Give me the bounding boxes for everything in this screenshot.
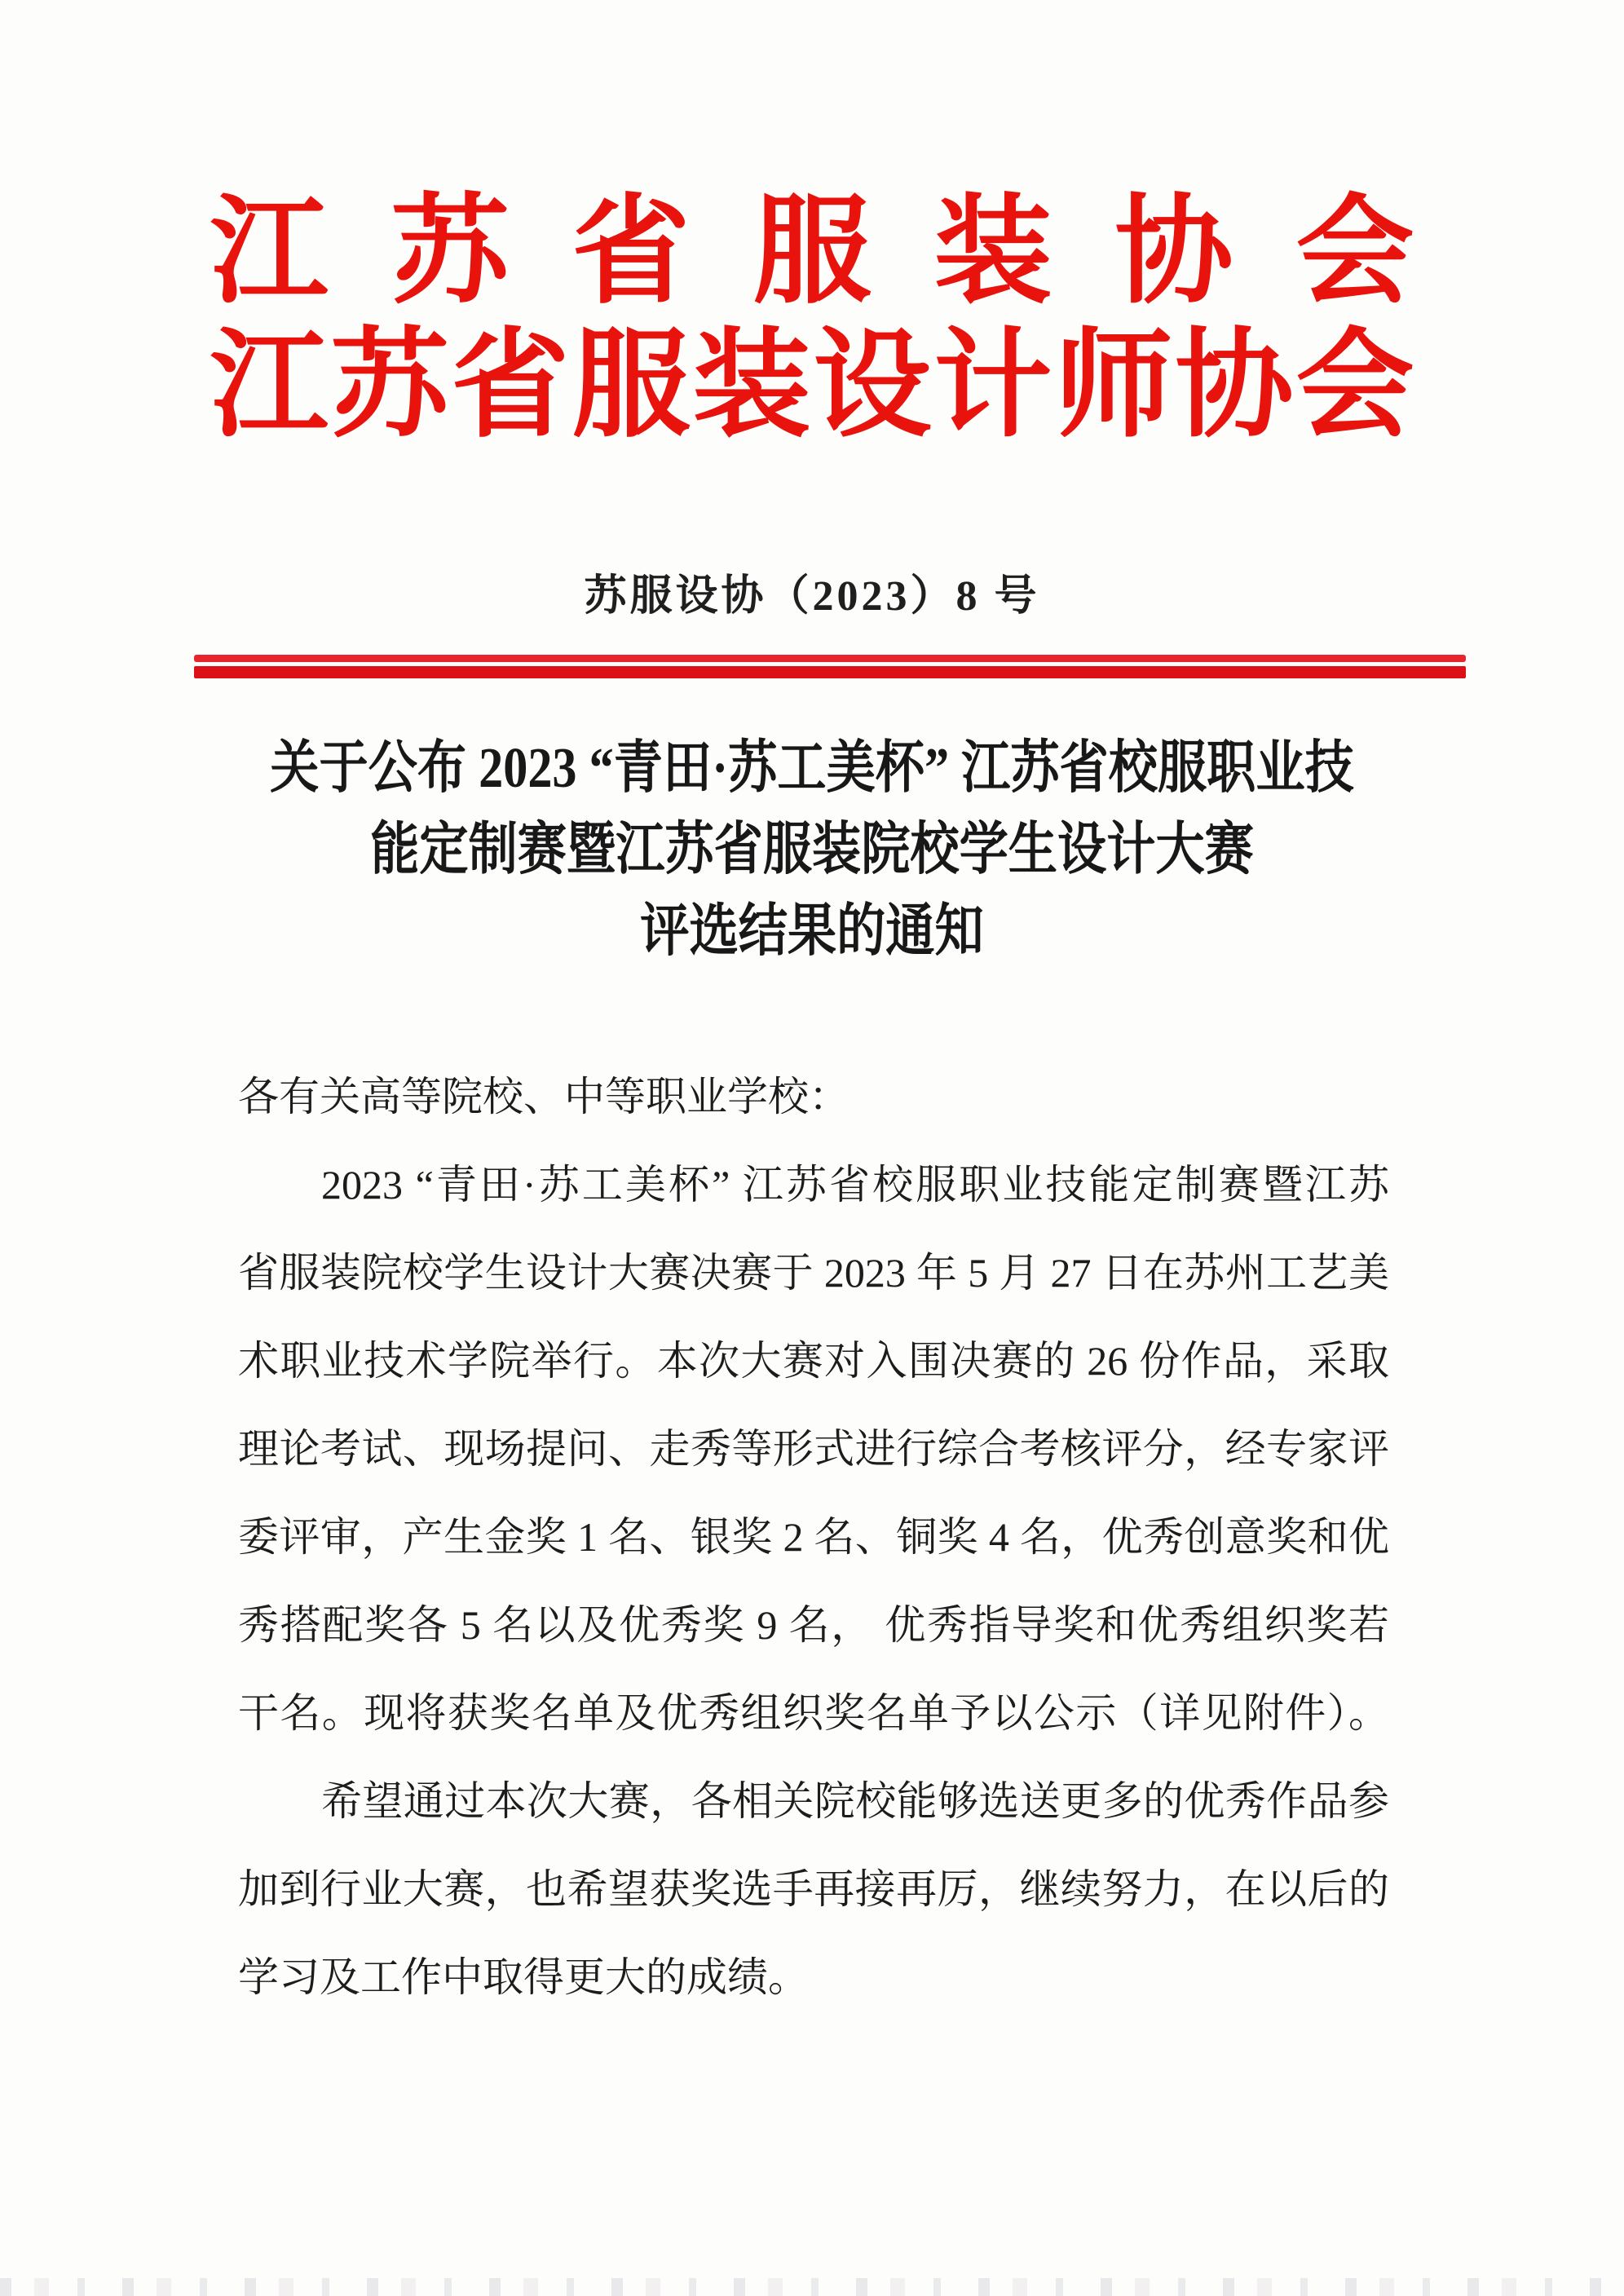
notice-body (238, 1053, 1389, 2021)
body-line-last: 学习及工作中取得更大的成绩。 (238, 1954, 809, 2000)
body-line: 委评审，产生金奖 1 名、银奖 2 名、铜奖 4 名，优秀创意奖和优 (238, 1514, 1389, 1560)
org-name-line2: 江苏省服装设计师协会 (210, 321, 1417, 452)
org-name-line1: 江苏省服装协会 (210, 188, 1477, 318)
body-line: 理论考试、现场提问、走秀等形式进行综合考核评分，经专家评 (238, 1426, 1389, 1472)
body-line: 秀搭配奖各 5 名以及优秀奖 9 名， 优秀指导奖和优秀组织奖若 (238, 1602, 1389, 1648)
title-line-2: 能定制赛暨江苏省服装院校学生设计大赛 (370, 819, 1254, 881)
scan-artifact-bottom (0, 2278, 1624, 2296)
body-line: 加到行业大赛，也希望获奖选手再接再厉，继续努力，在以后的 (238, 1866, 1389, 1912)
document-number: 苏服设协（2023）8 号 (584, 573, 1040, 620)
separator-thick-rule (194, 666, 1466, 678)
notice-title (113, 728, 1510, 973)
salutation-line: 各有关高等院校、中等职业学校： (238, 1074, 850, 1119)
body-line: 术职业技术学院举行。本次大赛对入围决赛的 26 份作品，采取 (238, 1338, 1389, 1384)
title-line-1: 关于公布 2023 “青田·苏工美杯” 江苏省校服职业技 (270, 737, 1354, 800)
body-line: 干名。现将获奖名单及优秀组织奖名单予以公示（详见附件）。 (238, 1690, 1389, 1736)
letterhead (0, 186, 1624, 453)
title-line-3: 评选结果的通知 (640, 900, 984, 963)
separator-thin-rule (194, 655, 1466, 662)
body-line: 省服装院校学生设计大赛决赛于 2023 年 5 月 27 日在苏州工艺美 (238, 1250, 1389, 1296)
body-line: 2023 “青田·苏工美杯” 江苏省校服职业技能定制赛暨江苏 (321, 1162, 1389, 1208)
body-line: 希望通过本次大赛，各相关院校能够选送更多的优秀作品参 (321, 1778, 1389, 1824)
